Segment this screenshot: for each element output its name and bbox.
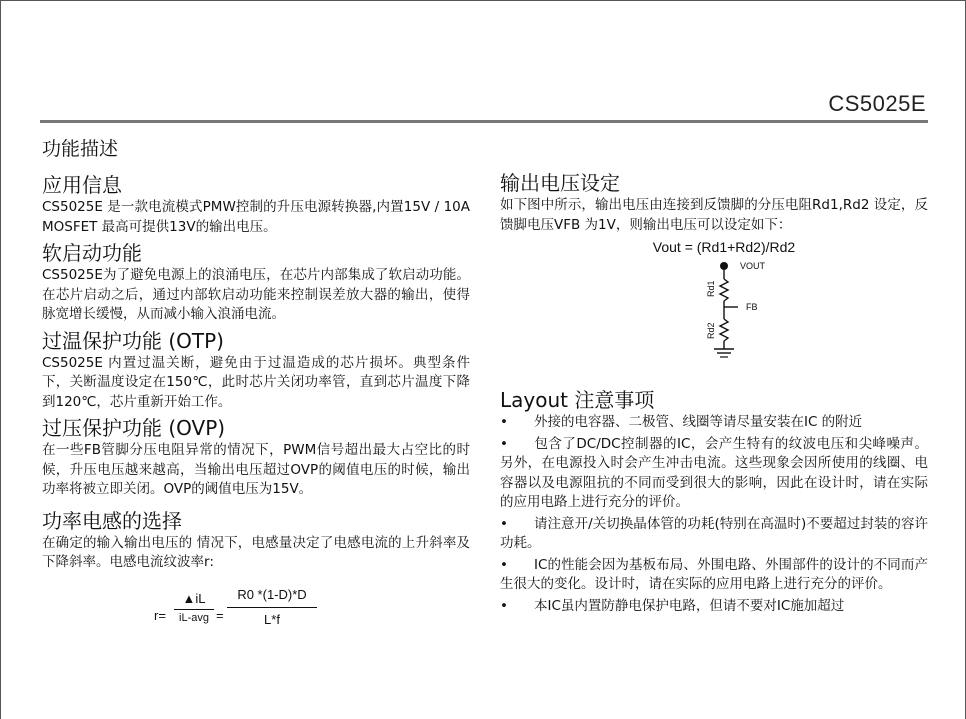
otp-heading: 过温保护功能 (OTP) [42,328,224,353]
inductor-heading: 功率电感的选择 [42,508,182,533]
soft-start-heading: 软启动功能 [42,241,142,265]
formula-frac2-numerator: R0 *(1-D)*D [237,586,307,602]
resistor-rd1 [720,279,728,301]
soft-start-text: CS5025E为了避免电源上的浪涌电压，在芯片内部集成了软启动功能。在芯片启动之后，通过内部软启动功能来控制误差放大器的输出，使得脉宽增长缓慢，从而减小输入浪涌电流。 [42,267,470,322]
formula-fraction-1 [174,591,214,624]
ovp-heading: 过压保护功能 (OVP) [42,416,226,440]
schematic-rd1-label: Rd1 [706,280,716,297]
bullet-dot: • [500,515,508,532]
formula-frac1-denominator: iL-avg [179,611,209,624]
layout-bullet-1 [500,413,928,433]
otp-text: CS5025E 内置过温关断，避免由于过温造成的芯片损坏。典型条件下，关断温度设定在150℃，此时芯片关闭功率管，直到芯片温度下降到120℃，芯片重新开始工作。 [42,354,470,410]
formula-fraction-2 [227,587,317,627]
vout-text: 如下图中所示，输出电压由连接到反馈脚的分压电阻Rd1,Rd2 设定，反馈脚电压VFB 为1V，则输出电压可以设定如下： [500,197,928,233]
section-title: 功能描述 [42,138,119,160]
right-column [500,170,928,618]
bullet-text: 包含了DC/DC控制器的IC，会产生特有的纹波电压和尖峰噪声。另外，在电源投入时会产生冲击电流。这些现象会因所使用的线圈、电容器以及电源阻抗的不同而受到很大的影响，因此在设计时，请在实际的应用电路上进行充分的评价。 [500,435,928,510]
layout-bullet-2 [500,435,928,513]
header-rule [40,120,928,123]
formula-frac2-denominator: L*f [264,611,280,627]
bullet-dot: • [500,556,508,573]
left-column [42,136,470,645]
layout-heading: Layout 注意事项 [500,388,655,412]
formula-lhs: r= [154,607,166,623]
vout-node [720,262,728,270]
bullet-text: IC的性能会因为基板布局、外围电路、外围部件的设计的不同而产生很大的变化。设计时，请在实际的应用电路上进行充分的评价。 [500,556,928,592]
layout-bullet-4 [500,556,928,595]
part-number: CS5025E [828,91,926,116]
bullet-dot: • [500,414,508,430]
bullet-text: 外接的电容器、二极管、线圈等请尽量安装在IC 的附近 [533,414,863,430]
resistor-rd2 [720,319,728,341]
schematic-vout-label: VOUT [740,261,766,271]
page-border-top [0,0,965,1]
layout-bullet-5 [500,597,928,617]
page-border-left [0,0,1,719]
formula-equals: = [216,607,224,623]
ripple-formula [42,587,470,645]
app-info-heading: 应用信息 [42,173,122,197]
vout-equation: Vout = (Rd1+Rd2)/Rd2 [652,239,796,255]
app-info-text: CS5025E 是一款电流模式PMW控制的升压电源转换器,内置15V / 10A MOSFET 最高可提供13V的输出电压。 [42,199,470,235]
divider-schematic [698,257,788,367]
bullet-text: 请注意开/关切换晶体管的功耗(特别在高温时)不要超过封装的容许功耗。 [500,515,928,551]
schematic-fb-label: FB [746,302,758,312]
ovp-text: 在一些FB管脚分压电阻异常的情况下，PWM信号超出最大占空比的时候，升压电压越来越高，当输出电压超过OVP的阈值电压的时候，输出功率将被立即关闭。OVP的阈值电压为15V。 [42,442,470,497]
layout-bullet-3 [500,515,928,554]
bullet-text: 本IC虽内置防静电保护电路，但请不要对IC施加超过 [533,597,845,614]
bullet-dot: • [500,435,508,452]
formula-frac1-numerator: ▲iL [182,590,206,606]
inductor-text: 在确定的输入输出电压的 情况下，电感量决定了电感电流的上升斜率及下降斜率。电感电流纹波率r: [42,534,470,570]
schematic-rd2-label: Rd2 [706,322,716,339]
vout-heading: 输出电压设定 [500,171,620,195]
bullet-dot: • [500,597,508,614]
